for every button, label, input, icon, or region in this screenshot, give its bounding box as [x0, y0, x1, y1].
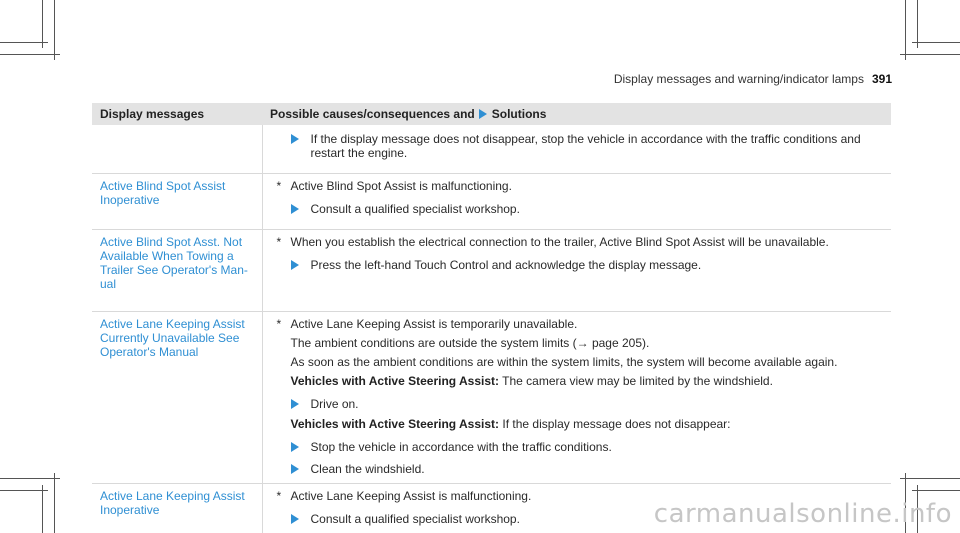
arrow-right-icon [291, 464, 299, 474]
solution-step [277, 132, 884, 160]
solution-step [277, 397, 884, 411]
page-header [614, 72, 892, 86]
crop-mark [54, 473, 55, 533]
solution-step [277, 258, 884, 272]
table-row [92, 312, 891, 484]
table-header-row [92, 103, 891, 125]
cause-text: * Active Lane Keeping Assist is temporarily unavailable. [277, 317, 884, 332]
display-messages-table [92, 103, 891, 533]
arrow-right-icon [291, 442, 299, 452]
arrow-right-icon [291, 260, 299, 270]
crop-mark [912, 42, 960, 43]
crop-mark [42, 0, 43, 48]
step-text: Drive on. [310, 397, 359, 411]
crop-mark [900, 478, 960, 479]
crop-mark [0, 54, 60, 55]
cause-text: * Active Lane Keeping Assist is malfunctioning. [277, 489, 884, 504]
cause-cell [262, 125, 891, 174]
cause-detail: The ambient conditions are outside the system limits (→ page 205). [290, 336, 650, 350]
step-text: Clean the windshield. [310, 462, 425, 476]
arrow-right-icon [291, 399, 299, 409]
header-title: Display messages and warning/indicator lamps [613, 72, 864, 86]
vehicle-note-text: The camera view may be limited by the windshield. [502, 374, 773, 388]
crop-mark [0, 478, 60, 479]
vehicle-label: Vehicles with Active Steering Assist: [290, 374, 500, 388]
crop-mark [917, 0, 918, 48]
table-row [92, 125, 891, 174]
cause-cell [262, 312, 891, 484]
cause-cell [262, 174, 891, 230]
step-text: If the display message does not disappear, stop the vehicle in accordance with the traffic conditions and restart the engine. [310, 132, 861, 160]
vehicle-note-text: If the display message does not disappear: [502, 417, 731, 431]
cause-text: * Active Blind Spot Assist is malfunctioning. [277, 179, 884, 194]
col-header-messages: Display messages [92, 103, 262, 125]
arrow-right-icon [291, 134, 299, 144]
cause-detail: As soon as the ambient conditions are within the system limits, the system will become available again. [290, 355, 838, 369]
solution-step [277, 462, 884, 476]
crop-mark [0, 490, 48, 491]
cause-text: * When you establish the electrical connection to the trailer, Active Blind Spot Assist will be unavailable. [277, 235, 884, 250]
solution-step [277, 202, 884, 216]
message-cell: Active Lane Keeping Assist Currently Unavailable See Operator's Manual [92, 312, 262, 484]
table-row [92, 230, 891, 312]
col-header-causes [262, 103, 891, 125]
vehicle-note [277, 417, 884, 432]
watermark: carmanualsonline.info [653, 499, 952, 529]
crop-mark [912, 490, 960, 491]
crop-mark [54, 0, 55, 60]
message-cell [92, 125, 262, 174]
message-cell: Active Blind Spot Asst. Not Available When Towing a Trailer See Operator's Man-ual [92, 230, 262, 312]
message-cell: Active Lane Keeping Assist Inoperative [92, 484, 262, 533]
crop-mark [0, 42, 48, 43]
solution-step [277, 440, 884, 454]
message-cell: Active Blind Spot Assist Inoperative [92, 174, 262, 230]
table-row [92, 174, 891, 230]
step-text: Consult a qualified specialist workshop. [310, 512, 520, 526]
step-text: Press the left-hand Touch Control and acknowledge the display message. [310, 258, 702, 272]
arrow-right-icon [291, 204, 299, 214]
arrow-right-icon [291, 514, 299, 524]
cause-cell [262, 230, 891, 312]
col-header-solutions-text: Solutions [491, 107, 547, 121]
crop-mark [900, 54, 960, 55]
crop-mark [905, 0, 906, 60]
vehicle-note [277, 374, 884, 389]
page-number: 391 [871, 72, 892, 86]
col-header-causes-text: Possible causes/consequences and [270, 107, 475, 121]
step-text: Consult a qualified specialist workshop. [310, 202, 520, 216]
crop-mark [42, 485, 43, 533]
vehicle-label: Vehicles with Active Steering Assist: [290, 417, 500, 431]
step-text: Stop the vehicle in accordance with the traffic conditions. [310, 440, 612, 454]
arrow-right-icon [479, 109, 487, 119]
